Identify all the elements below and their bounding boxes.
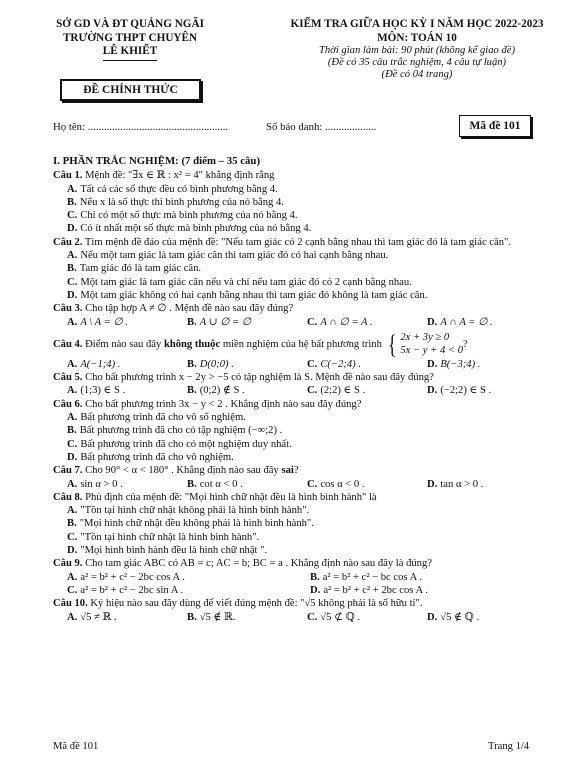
option: D. a² = b² + c² + 2bc cos A . xyxy=(310,584,428,596)
option: D. Có ít nhất một số thực mà bình phương của nó bằng 4. xyxy=(67,223,312,235)
option: A. "Tồn tại hình chữ nhật không phải là hình bình hành". xyxy=(67,505,310,517)
section-title: I. PHẦN TRẮC NGHIỆM: (7 điểm – 35 câu) xyxy=(53,155,261,167)
question-6: Câu 6. Cho bất phương trình 3x − y < 2 . Khẳng định nào sau đây đúng? xyxy=(53,398,362,410)
option-row xyxy=(53,478,553,491)
option: D. Bất phương trình đã cho vô nghiệm. xyxy=(67,451,234,463)
school-name: TRƯỜNG THPT CHUYÊN xyxy=(62,31,198,44)
brace-symbol: { xyxy=(387,329,397,359)
exam-subject: MÔN: TOÁN 10 xyxy=(377,31,457,44)
footer-exam-code: Mã đề 101 xyxy=(53,741,99,752)
option: C. Một tam giác là tam giác cân nếu và chỉ nếu tam giác đó có 2 cạnh bằng nhau. xyxy=(67,276,412,288)
option: B. "Mọi hình chữ nhật đều không phải là hình bình hành". xyxy=(67,518,314,530)
option: C. √5 ⊄ ℚ . xyxy=(307,611,361,623)
student-id-field: Số báo danh: ................... xyxy=(266,121,377,133)
exam-time: Thời gian làm bài: 90 phút (không kể giao đề) xyxy=(318,45,516,56)
option: A. (1;3) ∈ S . xyxy=(67,385,126,397)
option-row xyxy=(53,584,553,597)
option: A. √5 ≠ ℝ . xyxy=(67,611,117,623)
question-2: Câu 2. Tìm mệnh đề đảo của mệnh đề: "Nếu tam giác có 2 cạnh bằng nhau thì tam giác đó là tam giác cân". xyxy=(53,236,511,248)
option: D. Một tam giác không có hai cạnh bằng nhau thì tam giác đó không là tam giác cân. xyxy=(67,289,428,301)
option: A. sin α > 0 . xyxy=(67,478,123,490)
exam-structure: (Đề có 35 câu trắc nghiệm, 4 câu tự luận) xyxy=(327,57,507,68)
option: B. Nếu x là số thực thì bình phương của nó bằng 4. xyxy=(67,196,284,208)
option: D. (−2;2) ∈ S . xyxy=(427,385,492,397)
question-3: Câu 3. Cho tập hợp A ≠ ∅ . Mệnh đề nào sau đây đúng? xyxy=(53,303,294,315)
option: D. B(−3;4) . xyxy=(427,358,481,370)
student-name-field: Họ tên: .................................................... xyxy=(53,121,229,133)
official-exam-badge: ĐỀ CHÍNH THỨC xyxy=(60,79,201,101)
question-8: Câu 8. Phủ định của mệnh đề: "Mọi hình chữ nhật đều là hình bình hành" là xyxy=(53,491,377,503)
option-row xyxy=(53,384,553,397)
option: D. "Mọi hình bình hành đều là hình chữ nhật ". xyxy=(67,545,268,557)
header-right xyxy=(262,18,572,81)
option: B. (0;2) ∉ S . xyxy=(187,385,245,397)
question-7: Câu 7. Cho 90° < α < 180° . Khẳng định nào sau đây sai? xyxy=(53,465,299,477)
question-4: Câu 4. Điểm nào sau đây không thuộc miền nghiệm của hệ bất phương trình { 2x + 3y ≥ 0 5x − y + 4 < 0 ? xyxy=(53,329,468,359)
option: A. Nếu một tam giác là tam giác cân thì tam giác đó có hai cạnh bằng nhau. xyxy=(67,250,389,262)
option: B. cot α < 0 . xyxy=(187,478,243,490)
option: C. a² = b² + c² − 2bc sin A . xyxy=(67,584,184,596)
question-1: Câu 1. Mệnh đề: "∃x ∈ ℝ : x² = 4" khẳng định rằng xyxy=(53,170,275,182)
option: D. tan α > 0 . xyxy=(427,478,484,490)
question-5: Câu 5. Cho bất phương trình x − 2y > −5 có tập nghiệm là S. Mệnh đề nào sau đây đúng? xyxy=(53,372,434,384)
question-list xyxy=(53,155,553,624)
option: C. A ∩ ∅ = A . xyxy=(307,316,373,328)
inequality-system: { 2x + 3y ≥ 0 5x − y + 4 < 0 xyxy=(387,329,463,359)
option: B. D(0;0) . xyxy=(187,358,234,370)
option: C. cos α < 0 . xyxy=(307,478,365,490)
option-row xyxy=(53,611,553,624)
option: B. A ∪ ∅ = ∅ xyxy=(187,316,252,328)
option-row xyxy=(53,571,553,584)
option: A. A \ A = ∅ . xyxy=(67,316,128,328)
option: B. √5 ∉ ℝ. xyxy=(187,611,236,623)
option: D. A ∩ A = ∅ . xyxy=(427,316,493,328)
option: D. √5 ∉ ℚ . xyxy=(427,611,480,623)
option: A. a² = b² + c² − 2bc cos A . xyxy=(67,571,185,583)
option: A. Bất phương trình đã cho vô số nghiệm. xyxy=(67,412,246,424)
option-row xyxy=(53,316,553,329)
option: B. Bất phương trình đã cho có tập nghiệm (−∞;2) . xyxy=(67,425,283,437)
option: B. a² = b² + c² − bc cos A . xyxy=(310,571,422,583)
school-name-2: LÊ KHIẾT xyxy=(103,45,157,61)
option: C. "Tồn tại hình chữ nhật là hình bình hành". xyxy=(67,531,260,543)
question-9: Câu 9. Cho tam giác ABC có AB = c; AC = b; BC = a . Khẳng định nào sau đây là đúng? xyxy=(53,558,432,570)
header-left xyxy=(30,18,230,61)
option: B. Tam giác đó là tam giác cân. xyxy=(67,263,202,275)
exam-title: KIỂM TRA GIỮA HỌC KỲ I NĂM HỌC 2022-2023 xyxy=(290,18,544,30)
option: C. C(−2;4) . xyxy=(307,358,362,370)
department-name: SỞ GD VÀ ĐT QUẢNG NGÃI xyxy=(56,18,204,30)
question-10: Câu 10. Ký hiệu nào sau đây dùng để viết đúng mệnh đề: "√5 không phải là số hữu tỉ". xyxy=(53,598,423,610)
footer-page-number: Trang 1/4 xyxy=(488,741,530,752)
option: A. Tất cả các số thực đều có bình phương bằng 4. xyxy=(67,183,278,195)
exam-pages: (Đề có 04 trang) xyxy=(381,69,453,80)
option: C. (2;2) ∈ S . xyxy=(307,385,366,397)
option: A. A(−1;4) . xyxy=(67,358,121,370)
exam-code-box: Mã đề 101 xyxy=(459,115,531,137)
option-row xyxy=(53,358,553,371)
option: C. Chỉ có một số thực mà bình phương của nó bằng 4. xyxy=(67,210,298,222)
option: C. Bất phương trình đã cho có một nghiệm duy nhất. xyxy=(67,438,292,450)
